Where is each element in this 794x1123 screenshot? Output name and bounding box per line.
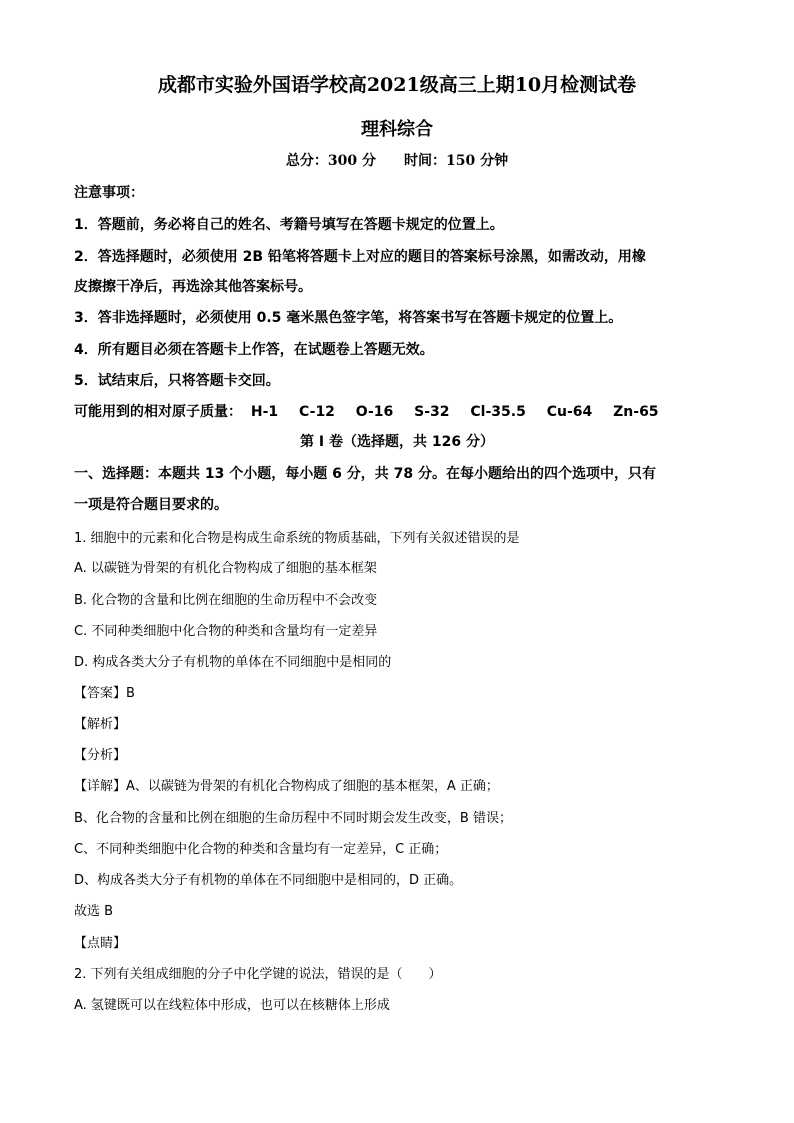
question-1-fenxi-heading: 【分析】 bbox=[74, 748, 127, 763]
question-1-option-c: C. 不同种类细胞中化合物的种类和含量均有一定差异 bbox=[74, 624, 378, 639]
atomic-mass-label: 可能用到的相对原子质量： bbox=[74, 404, 242, 420]
atomic-mass-value: O-16 bbox=[355, 404, 394, 420]
notice-item: 5．试结束后，只将答题卡交回。 bbox=[74, 373, 280, 389]
section-title: 第 I 卷（选择题，共 126 分） bbox=[300, 434, 494, 450]
question-1-option-d: D. 构成各类大分子有机物的单体在不同细胞中是相同的 bbox=[74, 655, 392, 670]
question-2-stem: 2. 下列有关组成细胞的分子中化学键的说法，错误的是（ ） bbox=[74, 967, 442, 982]
notice-item: 1．答题前，务必将自己的姓名、考籍号填写在答题卡规定的位置上。 bbox=[74, 217, 504, 233]
section-instruction: 一项是符合题目要求的。 bbox=[74, 497, 228, 513]
question-1-stem: 1. 细胞中的元素和化合物是构成生命系统的物质基础，下列有关叙述错误的是 bbox=[74, 531, 520, 546]
notice-item: 4．所有题目必须在答题卡上作答，在试题卷上答题无效。 bbox=[74, 342, 434, 358]
question-1-option-a: A. 以碳链为骨架的有机化合物构成了细胞的基本框架 bbox=[74, 561, 377, 576]
notice-item: 3．答非选择题时，必须使用 0.5 毫米黑色签字笔，将答案书写在答题卡规定的位置上。 bbox=[74, 310, 623, 326]
exam-meta: 总分：300 分 时间：150 分钟 bbox=[285, 153, 509, 169]
atomic-mass-value: Cu-64 bbox=[546, 404, 593, 420]
notice-item: 2．答选择题时，必须使用 2B 铅笔将答题卡上对应的题目的答案标号涂黑，如需改动，用橡 bbox=[74, 249, 646, 265]
question-1-detail: C、不同种类细胞中化合物的种类和含量均有一定差异，C 正确； bbox=[74, 842, 448, 857]
question-1-detail: 【详解】A、以碳链为骨架的有机化合物构成了细胞的基本框架，A 正确； bbox=[74, 779, 499, 794]
atomic-mass-value: S-32 bbox=[414, 404, 450, 420]
question-1-option-b: B. 化合物的含量和比例在细胞的生命历程中不会改变 bbox=[74, 593, 378, 608]
atomic-mass-value: H-1 bbox=[250, 404, 279, 420]
atomic-mass-value: Cl-35.5 bbox=[470, 404, 526, 420]
exam-title: 成都市实验外国语学校高2021级高三上期10月检测试卷 bbox=[157, 74, 637, 96]
question-1-answer: 【答案】B bbox=[74, 686, 135, 701]
section-instruction: 一、选择题：本题共 13 个小题，每小题 6 分，共 78 分。在每小题给出的四个选项中，只有 bbox=[74, 466, 656, 482]
atomic-mass-value: Zn-65 bbox=[613, 404, 659, 420]
atomic-mass-value: C-12 bbox=[299, 404, 335, 420]
notice-item: 皮擦擦干净后，再选涂其他答案标号。 bbox=[74, 279, 312, 295]
question-1-conclusion: 故选 B bbox=[74, 904, 114, 919]
question-1-detail: D、构成各类大分子有机物的单体在不同细胞中是相同的，D 正确。 bbox=[74, 873, 463, 888]
question-1-detail: B、化合物的含量和比例在细胞的生命历程中不同时期会发生改变，B 错误； bbox=[74, 811, 512, 826]
question-2-option-a: A. 氢键既可以在线粒体中形成，也可以在核糖体上形成 bbox=[74, 998, 390, 1013]
atomic-mass-line bbox=[74, 401, 675, 421]
notice-heading: 注意事项： bbox=[74, 185, 144, 201]
exam-subtitle: 理科综合 bbox=[361, 119, 433, 140]
question-1-analysis-heading: 【解析】 bbox=[74, 717, 127, 732]
question-1-comment-heading: 【点睛】 bbox=[74, 936, 127, 951]
